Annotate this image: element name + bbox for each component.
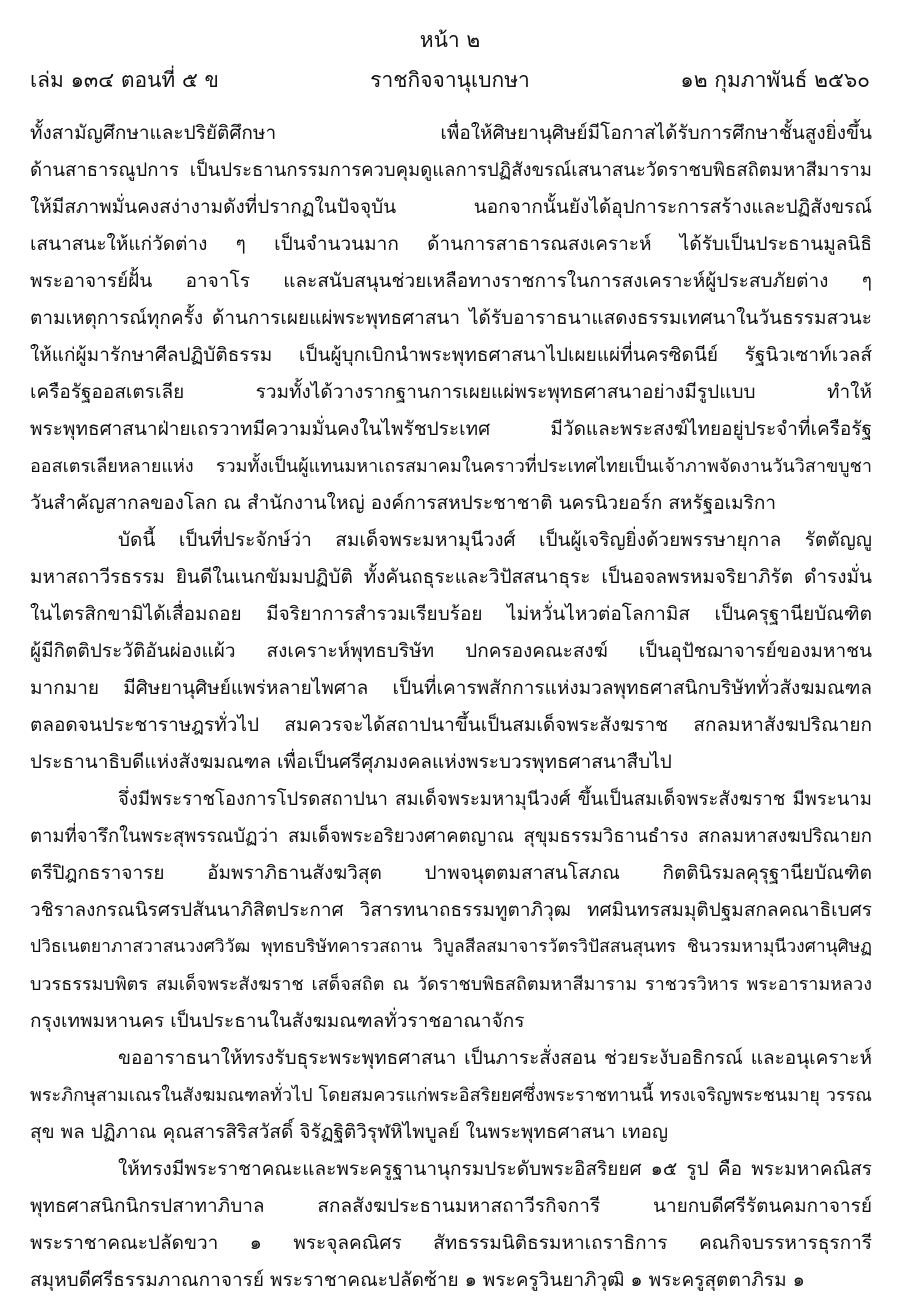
text-line: พระอาจารย์ฝั้น อาจาโร และสนับสนุนช่วยเหลือทางราชการในการสงเคราะห์ผู้ประสบภัยต่าง ๆ [30,270,872,292]
text-line: พระภิกษุสามเณรในสังฆมณฑลทั่วไป โดยสมควรแก่พระอิสริยยศซึ่งพระราชทานนี้ ทรงเจริญพระชนมายุ วรรณ [30,1085,872,1106]
text-line: ให้ทรงมีพระราชาคณะและพระครูฐานานุกรมประดับพระอิสริยยศ ๑๕ รูป คือ พระมหาคณิสร [118,1158,872,1180]
text-line: ทั้งสามัญศึกษาและปริยัติศึกษา เพื่อให้ศิษยานุศิษย์มีโอกาสได้รับการศึกษาชั้นสูงยิ่งขึ้น [30,122,872,144]
text-line: พระราชาคณะปลัดขวา ๑ พระจุลคณิศร สัทธรรมนิติธรมหาเถราธิการ คณกิจบรรหารธุรการี [30,1232,872,1254]
text-line: ตรีปิฎกธราจารย อัมพราภิธานสังฆวิสุต ปาพจนุตตมสาสนโสภณ กิตตินิรมลคุรุฐานียบัณฑิต [30,862,872,884]
text-line: กรุงเทพมหานคร เป็นประธานในสังฆมณฑลทั่วราชอาณาจักร [30,1010,525,1032]
text-line: ผู้มีกิตติประวัติอันผ่องแผ้ว สงเคราะห์พุทธบริษัท ปกครองคณะสงฆ์ เป็นอุปัชฌาจารย์ของมหาชน [30,640,872,662]
text-line: ขออาราธนาให้ทรงรับธุระพระพุทธศาสนา เป็นภาระสั่งสอน ช่วยระงับอธิกรณ์ และอนุเคราะห์ [118,1047,872,1069]
text-line: มหาสถาวีรธรรม ยินดีในเนกขัมมปฏิบัติ ทั้งคันถธุระและวิปัสสนาธุระ เป็นอจลพรหมจริยาภิรัต ดำรงมั่น [30,566,872,588]
text-line: บวรธรรมบพิตร สมเด็จพระสังฆราช เสด็จสถิต ณ วัดราชบพิธสถิตมหาสีมาราม ราชวรวิหาร พระอารามหลวง [30,974,872,995]
text-line: มากมาย มีศิษยานุศิษย์แพร่หลายไพศาล เป็นที่เคารพสักการแห่งมวลพุทธศาสนิกบริษัททั่วสังฆมณฑล [30,677,872,699]
text-line: ตามเหตุการณ์ทุกครั้ง ด้านการเผยแผ่พระพุทธศาสนา ได้รับอาราธนาแสดงธรรมเทศนาในวันธรรมสวนะ [30,307,872,329]
text-line: ตามที่จารึกในพระสุพรรณบัฏว่า สมเด็จพระอริยวงศาคตญาณ สุขุมธรรมวิธานธำรง สกลมหาสงฆปริณายก [30,826,872,847]
text-line: พระพุทธศาสนาฝ่ายเถรวาทมีความมั่นคงในไพรัชประเทศ มีวัดและพระสงฆ์ไทยอยู่ประจำที่เครือรัฐ [30,418,872,440]
publication-title: ราชกิจจานุเบกษา [370,68,530,92]
text-line: วชิราลงกรณนิรศรปสันนาภิสิตประกาศ วิสารทนาถธรรมทูตาภิวุฒ ทศมินทรสมมุติปฐมสกลคณาธิเบศร [30,899,872,921]
text-line: วันสำคัญสากลของโลก ณ สำนักงานใหญ่ องค์การสหประชาชาติ นครนิวยอร์ก สหรัฐอเมริกา [30,492,777,514]
text-line: สุข พล ปฏิภาณ คุณสารสิริสวัสดิ์ จิรัฏฐิติวิรุฬหิไพบูลย์ ในพระพุทธศาสนา เทอญ [30,1121,669,1143]
text-line: ให้แก่ผู้มารักษาศีลปฏิบัติธรรม เป็นผู้บุกเบิกนำพระพุทธศาสนาไปเผยแผ่ที่นครซิดนีย์ รัฐนิวเซาท์เวลส์ [30,344,872,366]
text-line: สมุหบดีศรีธรรมภาณกาจารย์ พระราชาคณะปลัดซ้าย ๑ พระครูวินยาภิวุฒิ ๑ พระครูสุตตาภิรม ๑ [30,1269,805,1291]
text-line: ตลอดจนประชาราษฎรทั่วไป สมควรจะได้สถาปนาขึ้นเป็นสมเด็จพระสังฆราช สกลมหาสังฆปริณายก [30,714,872,736]
text-line: ด้านสาธารณูปการ เป็นประธานกรรมการควบคุมดูแลการปฏิสังขรณ์เสนาสนะวัดราชบพิธสถิตมหาสีมาราม [30,160,872,181]
text-line: เครือรัฐออสเตรเลีย รวมทั้งได้วางรากฐานการเผยแผ่พระพุทธศาสนาอย่างมีรูปแบบ ทำให้ [30,381,872,403]
page-number: หน้า ๒ [419,28,481,52]
text-line: ประธานาธิบดีแห่งสังฆมณฑล เพื่อเป็นศรีศุภมงคลแห่งพระบวรพุทธศาสนาสืบไป [30,751,672,773]
text-line: ในไตรสิกขามิได้เสื่อมถอย มีจริยาการสำรวมเรียบร้อย ไม่หวั่นไหวต่อโลกามิส เป็นครุฐานียบัณฑิต [30,603,872,625]
document-body [30,115,872,1299]
text-line: พุทธศาสนิกนิกรปสาทาภิบาล สกลสังฆประธานมหาสถาวีรกิจการี นายกบดีศรีรัตนคมกาจารย์ [30,1195,872,1217]
publication-date: ๑๒ กุมภาพันธ์ ๒๕๖๐ [680,68,870,92]
text-line: ปวิธเนตยาภาสวาสนวงศวิวัฒ พุทธบริษัทคารวสถาน วิบูลสีลสมาจารวัตรวิปัสสนสุนทร ชินวรมหามุนีวงศานุศิษฏ [30,937,872,957]
text-line: ให้มีสภาพมั่นคงสง่างามดังที่ปรากฏในปัจจุบัน นอกจากนั้นยังได้อุปการะการสร้างและปฏิสังขรณ์ [30,196,872,218]
text-line: เสนาสนะให้แก่วัดต่าง ๆ เป็นจำนวนมาก ด้านการสาธารณสงเคราะห์ ได้รับเป็นประธานมูลนิธิ [30,233,872,255]
text-line: จึ่งมีพระราชโองการโปรดสถาปนา สมเด็จพระมหามุนีวงศ์ ขึ้นเป็นสมเด็จพระสังฆราช มีพระนาม [118,789,872,810]
volume-issue: เล่ม ๑๓๔ ตอนที่ ๕ ข [30,68,219,92]
text-line: บัดนี้ เป็นที่ประจักษ์ว่า สมเด็จพระมหามุนีวงศ์ เป็นผู้เจริญยิ่งด้วยพรรษายุกาล รัตตัญญู [118,529,872,551]
text-line: ออสเตรเลียหลายแห่ง รวมทั้งเป็นผู้แทนมหาเถรสมาคมในคราวที่ประเทศไทยเป็นเจ้าภาพจัดงานวันวิสาขบูชา [30,456,872,477]
page-header [0,0,900,100]
